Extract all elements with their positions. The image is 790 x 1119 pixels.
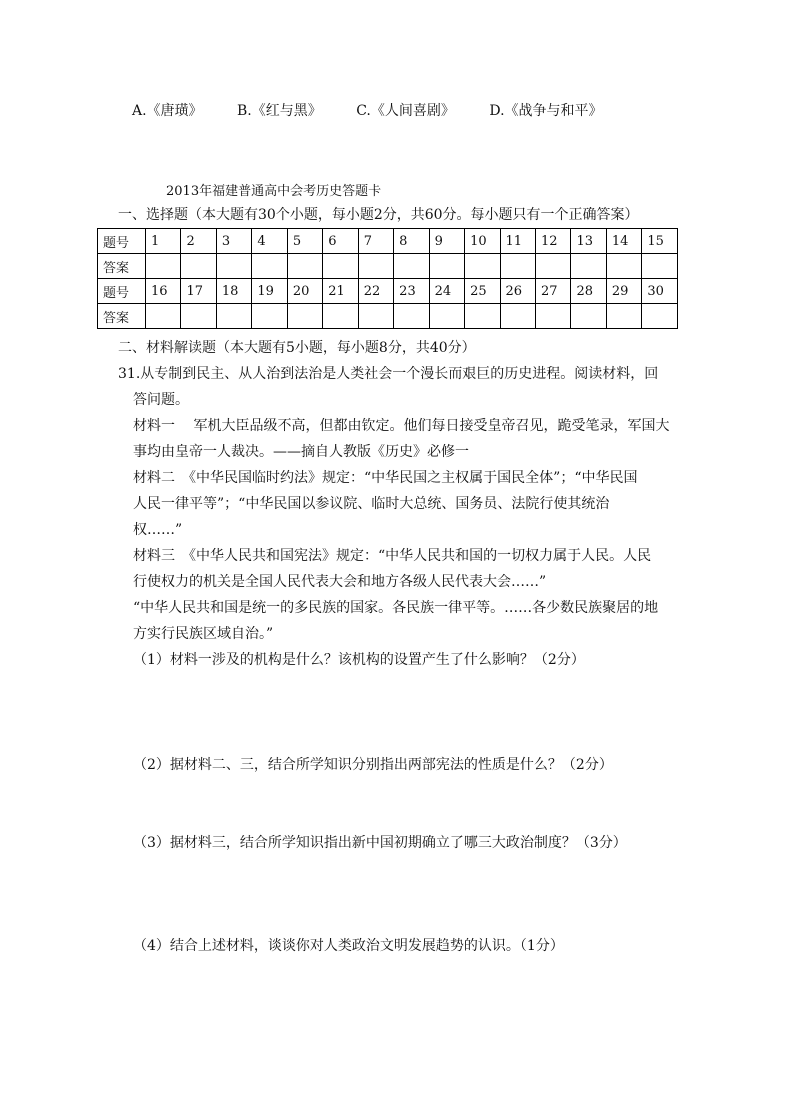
option-c: C.《人间喜剧》 bbox=[356, 103, 455, 119]
cell-number: 25 bbox=[465, 279, 500, 304]
row-label-answer: 答案 bbox=[98, 254, 146, 279]
cell-number: 8 bbox=[394, 229, 429, 254]
cell-number: 15 bbox=[642, 229, 678, 254]
table-row-numbers-2 bbox=[98, 279, 678, 304]
answer-table bbox=[97, 228, 678, 329]
row-label-number: 题号 bbox=[98, 279, 146, 304]
cell-number: 10 bbox=[465, 229, 500, 254]
cell-number: 29 bbox=[606, 279, 641, 304]
cell-number: 2 bbox=[181, 229, 216, 254]
section-2-heading: 二、材料解读题（本大题有5小题，每小题8分，共40分） bbox=[118, 340, 476, 356]
answer-cell[interactable] bbox=[571, 254, 606, 279]
material-2-line-3: 权……” bbox=[133, 522, 183, 538]
answer-cell[interactable] bbox=[216, 254, 251, 279]
table-row-answers-1 bbox=[98, 254, 678, 279]
answer-cell[interactable] bbox=[358, 304, 393, 329]
answer-cell[interactable] bbox=[323, 304, 358, 329]
material-1-line-2: 事均由皇帝一人裁决。——摘自人教版《历史》必修一 bbox=[133, 444, 469, 460]
material-3-line-4: 方实行民族区域自治。” bbox=[133, 626, 274, 642]
q31-stem-line-2: 答问题。 bbox=[133, 392, 189, 408]
section-1-heading: 一、选择题（本大题有30个小题，每小题2分，共60分。每小题只有一个正确答案） bbox=[118, 207, 639, 223]
answer-cell[interactable] bbox=[606, 304, 641, 329]
row-label-answer: 答案 bbox=[98, 304, 146, 329]
answer-cell[interactable] bbox=[181, 304, 216, 329]
cell-number: 13 bbox=[571, 229, 606, 254]
cell-number: 20 bbox=[287, 279, 322, 304]
answer-cell[interactable] bbox=[429, 304, 464, 329]
answer-cell[interactable] bbox=[429, 254, 464, 279]
answer-cell[interactable] bbox=[146, 254, 181, 279]
card-title: 2013年福建普通高中会考历史答题卡 bbox=[166, 184, 382, 199]
cell-number: 7 bbox=[358, 229, 393, 254]
sub-question-2: （2）据材料二、三，结合所学知识分别指出两部宪法的性质是什么？（2分） bbox=[133, 757, 613, 773]
answer-cell[interactable] bbox=[642, 254, 678, 279]
cell-number: 14 bbox=[606, 229, 641, 254]
cell-number: 1 bbox=[146, 229, 181, 254]
answer-cell[interactable] bbox=[252, 254, 287, 279]
answer-cell[interactable] bbox=[323, 254, 358, 279]
cell-number: 30 bbox=[642, 279, 678, 304]
answer-cell[interactable] bbox=[287, 254, 322, 279]
material-2-line-1: 材料二 《中华民国临时约法》规定：“中华民国之主权属于国民全体”；“中华民国 bbox=[133, 470, 638, 486]
cell-number: 19 bbox=[252, 279, 287, 304]
sub-question-3: （3）据材料三，结合所学知识指出新中国初期确立了哪三大政治制度？（3分） bbox=[133, 835, 627, 851]
answer-cell[interactable] bbox=[394, 254, 429, 279]
table-row-numbers-1 bbox=[98, 229, 678, 254]
cell-number: 24 bbox=[429, 279, 464, 304]
cell-number: 23 bbox=[394, 279, 429, 304]
answer-cell[interactable] bbox=[571, 304, 606, 329]
answer-cell[interactable] bbox=[606, 254, 641, 279]
answer-cell[interactable] bbox=[287, 304, 322, 329]
material-2-line-2: 人民一律平等”；“中华民国以参议院、临时大总统、国务员、法院行使其统治 bbox=[133, 496, 610, 512]
cell-number: 27 bbox=[535, 279, 570, 304]
answer-cell[interactable] bbox=[358, 254, 393, 279]
cell-number: 26 bbox=[500, 279, 535, 304]
cell-number: 11 bbox=[500, 229, 535, 254]
answer-cell[interactable] bbox=[146, 304, 181, 329]
cell-number: 28 bbox=[571, 279, 606, 304]
material-1-line-1: 材料一 军机大臣品级不高，但都由钦定。他们每日接受皇帝召见，跪受笔录，军国大 bbox=[133, 418, 670, 434]
answer-cell[interactable] bbox=[465, 254, 500, 279]
cell-number: 18 bbox=[216, 279, 251, 304]
answer-cell[interactable] bbox=[535, 304, 570, 329]
option-b: B.《红与黑》 bbox=[237, 103, 322, 119]
table-row-answers-2 bbox=[98, 304, 678, 329]
answer-cell[interactable] bbox=[216, 304, 251, 329]
material-3-line-2: 行使权力的机关是全国人民代表大会和地方各级人民代表大会……” bbox=[133, 574, 547, 590]
option-a: A.《唐璜》 bbox=[132, 103, 203, 119]
cell-number: 3 bbox=[216, 229, 251, 254]
cell-number: 4 bbox=[252, 229, 287, 254]
cell-number: 22 bbox=[358, 279, 393, 304]
sub-question-4: （4）结合上述材料，谈谈你对人类政治文明发展趋势的认识。（1分） bbox=[133, 938, 564, 954]
cell-number: 21 bbox=[323, 279, 358, 304]
choice-options bbox=[132, 100, 633, 120]
q31-stem-line-1: 31.从专制到民主、从人治到法治是人类社会一个漫长而艰巨的历史进程。阅读材料，回 bbox=[118, 366, 659, 382]
material-3-line-1: 材料三 《中华人民共和国宪法》规定：“中华人民共和国的一切权力属于人民。人民 bbox=[133, 548, 652, 564]
cell-number: 16 bbox=[146, 279, 181, 304]
cell-number: 6 bbox=[323, 229, 358, 254]
cell-number: 9 bbox=[429, 229, 464, 254]
cell-number: 5 bbox=[287, 229, 322, 254]
answer-cell[interactable] bbox=[252, 304, 287, 329]
answer-cell[interactable] bbox=[465, 304, 500, 329]
cell-number: 12 bbox=[535, 229, 570, 254]
answer-cell[interactable] bbox=[394, 304, 429, 329]
sub-question-1: （1）材料一涉及的机构是什么？该机构的设置产生了什么影响？（2分） bbox=[133, 652, 585, 668]
cell-number: 17 bbox=[181, 279, 216, 304]
row-label-number: 题号 bbox=[98, 229, 146, 254]
answer-cell[interactable] bbox=[642, 304, 678, 329]
material-3-line-3: “中华人民共和国是统一的多民族的国家。各民族一律平等。……各少数民族聚居的地 bbox=[133, 600, 659, 616]
answer-cell[interactable] bbox=[500, 304, 535, 329]
answer-cell[interactable] bbox=[535, 254, 570, 279]
answer-cell[interactable] bbox=[181, 254, 216, 279]
answer-cell[interactable] bbox=[500, 254, 535, 279]
option-d: D.《战争与和平》 bbox=[489, 103, 603, 119]
